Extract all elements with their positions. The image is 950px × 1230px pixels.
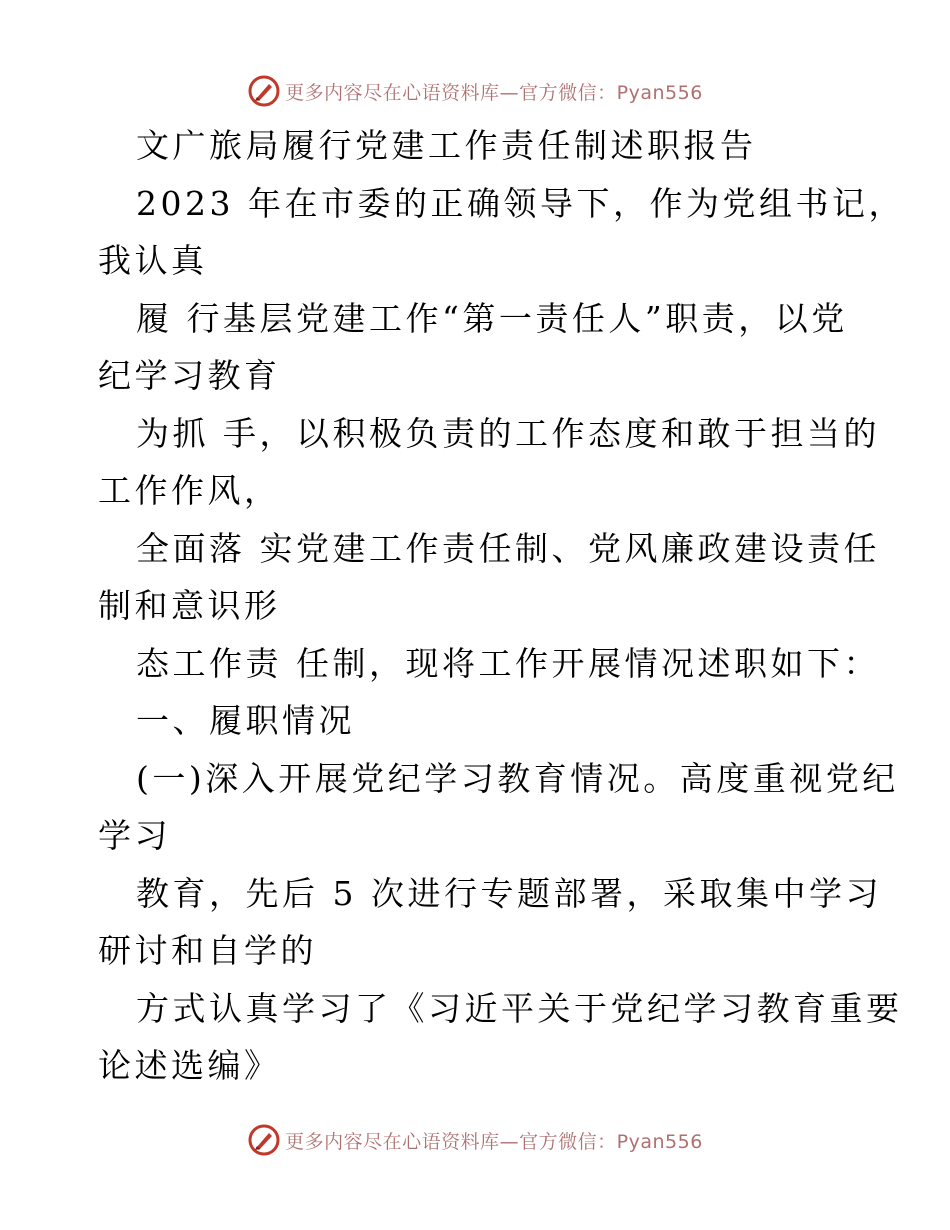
paragraph-line: 方式认真学习了《习近平关于党纪学习教育重要 <box>136 988 903 1028</box>
footer-watermark-banner <box>0 1120 950 1160</box>
paragraph-line: 全面落 实党建工作责任制、党风廉政建设责任 <box>136 528 880 568</box>
paragraph-line: 学习 <box>98 816 171 855</box>
document-body <box>98 117 905 1095</box>
document-title: 文广旅局履行党建工作责任制述职报告 <box>136 126 757 165</box>
watermark-text: 更多内容尽在心语资料库—官方微信：Pyan556 <box>285 81 703 104</box>
subsection-heading-line: (一)深入开展党纪学习教育情况。高度重视党纪 <box>136 758 899 798</box>
paragraph-line: 履 行基层党建工作“第一责任人”职责，以党 <box>136 298 848 338</box>
pen-logo-icon <box>247 1123 281 1157</box>
watermark-text: 更多内容尽在心语资料库—官方微信：Pyan556 <box>285 1130 703 1153</box>
paragraph-line: 论述选编》 <box>98 1046 281 1085</box>
header-watermark-banner <box>0 71 950 111</box>
section-heading: 一、履职情况 <box>136 701 355 740</box>
paragraph-line: 研讨和自学的 <box>98 931 317 970</box>
paragraph-line: 工作作风， <box>98 471 281 510</box>
paragraph-line: 为抓 手，以积极负责的工作态度和敢于担当的 <box>136 413 880 453</box>
paragraph-line: 态工作责 任制，现将工作开展情况述职如下： <box>136 643 880 683</box>
paragraph-line: 制和意识形 <box>98 586 281 625</box>
pen-logo-icon <box>247 74 281 108</box>
paragraph-line: 纪学习教育 <box>98 356 281 395</box>
paragraph-line: 教育，先后 5 次进行专题部署，采取集中学习 <box>136 873 882 913</box>
paragraph-line: 2023 年在市委的正确领导下，作为党组书记， <box>136 183 905 223</box>
paragraph-line: 我认真 <box>98 241 208 280</box>
